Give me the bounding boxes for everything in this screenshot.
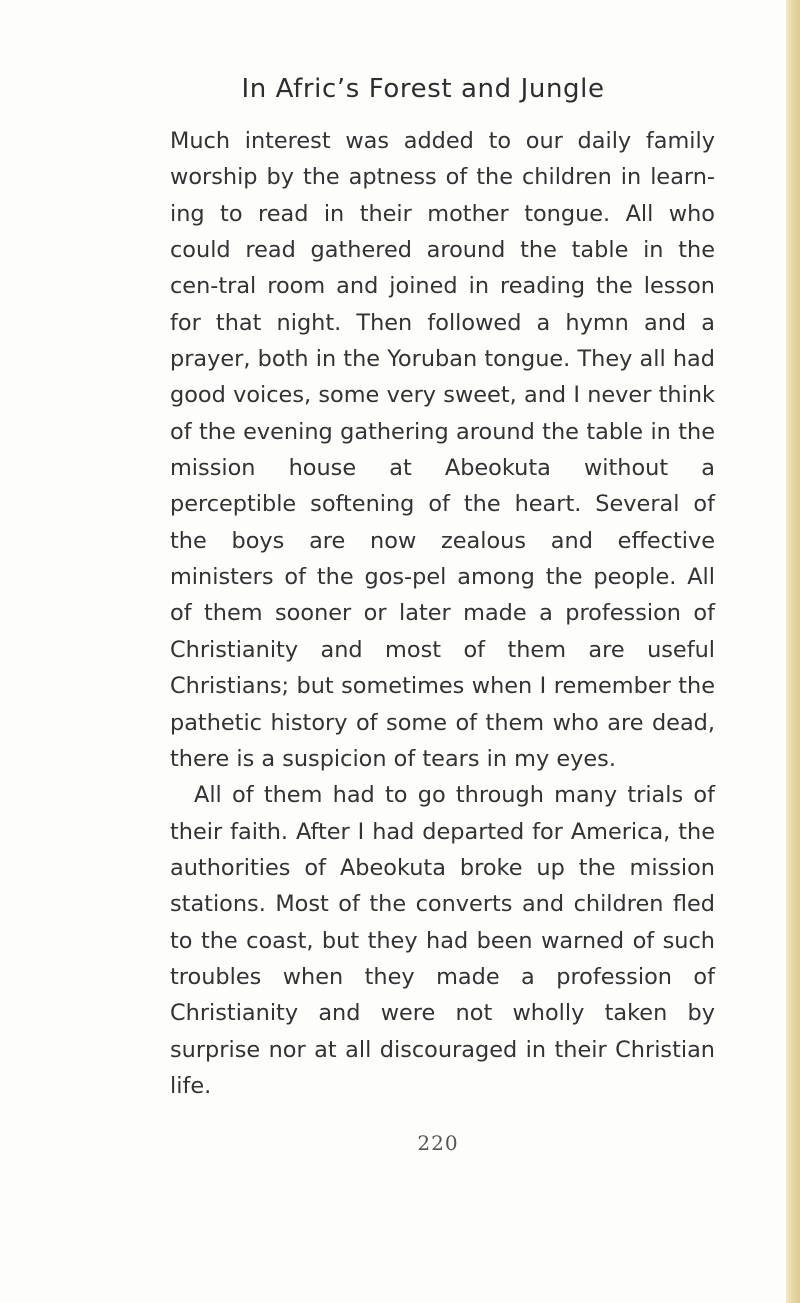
paragraph: Much interest was added to our daily family worship by the aptness of the children in learn-ing to read in their mother tongue. All who could read gathered around the table in the cen-tral room and joined in reading the lesson for that night. Then followed a hymn and a prayer, both in the Yoruban tongue. They all had good voices, some very sweet, and I never think of the evening gathering around the table in the mission house at Abeokuta without a perceptible softening of the heart. Several of the boys are now zealous and effective ministers of the gos-pel among the people. All of them sooner or later made a profession of Christianity and most of them are useful Christians; but sometimes when I remember the pathetic history of some of them who are dead, there is a suspicion of tears in my eyes. (170, 128, 715, 772)
page-edge (786, 0, 800, 1303)
page-number: 220 (417, 1131, 459, 1155)
paragraph: All of them had to go through many trials of their faith. After I had departed for America, the authorities of Abeokuta broke up the mission stations. Most of the converts and children fled to the coast, but they had been warned of such troubles when they made a profession of Christianity and were not wholly taken by surprise nor at all discouraged in their Christian life. (170, 782, 715, 1099)
running-head: In Afric’s Forest and Jungle (241, 74, 605, 104)
body-text (170, 123, 715, 1104)
